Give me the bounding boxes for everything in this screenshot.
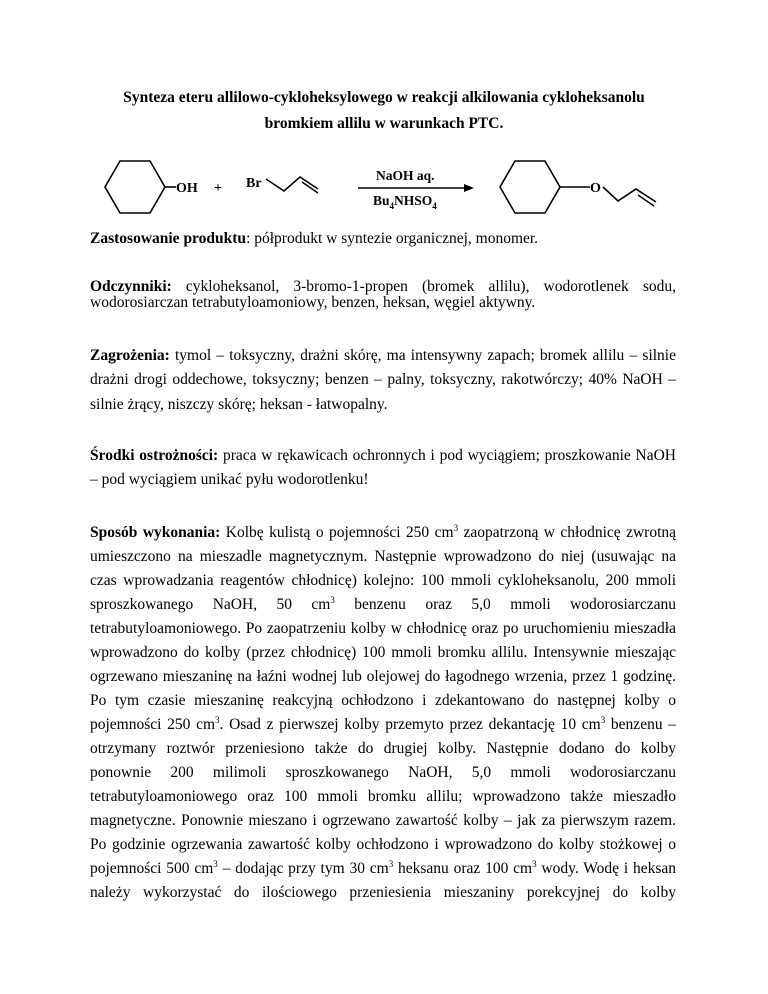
application-line <box>90 229 676 249</box>
precautions-line-1 <box>90 446 676 466</box>
reagents-line-2: wodorosiarczan tetrabutyloamoniowy, benzen, heksan, węgiel aktywny. <box>90 294 536 311</box>
procedure-line-15: pojemności 500 $cm^3$ – dodając przy tym 30 $cm^3$ heksanu oraz 100 $cm^3$ wody. Wodę i heksan <box>90 859 676 877</box>
hazards-line-1 <box>90 346 676 366</box>
procedure-line-1: Sposób wykonania: Kolbę kulistą o pojemności 250 $cm^3$ zaopatrzoną w chłodnicę zwrotną <box>90 523 677 541</box>
application-label: Zastosowanie produktu <box>90 230 247 247</box>
bromine-label: Br <box>246 176 262 191</box>
allyl-chain-product <box>603 187 656 202</box>
procedure-line-16: należy wykorzystać do ilościowego przeniesienia mieszaniny porekcyjnej do kolby <box>90 884 676 901</box>
precautions-text-1: praca w rękawicach ochronnych i pod wyciągiem; proszkowanie NaOH <box>218 447 676 464</box>
cyclohexane-ring-reactant <box>105 161 165 213</box>
procedure-line-9: pojemności 250 $cm^3$. Osad z pierwszej kolby przemyto przez dekantację 10 $cm^3$ benzenu – <box>90 715 677 733</box>
procedure-line-12: tetrabutyloamoniowego oraz 100 mmoli bromku allilu; wprowadzono także mieszadło <box>90 788 676 805</box>
reagents-label: Odczynniki: <box>90 278 172 295</box>
allyl-double-bond-product <box>638 195 654 206</box>
reaction-scheme <box>90 155 690 225</box>
procedure-line-11: ponownie 200 milimoli sproszkowanego NaOH, 5,0 mmoli wodorosiarczanu <box>90 764 676 781</box>
procedure-line-5: tetrabutyloamoniowego. Po zaopatrzeniu kolby w chłodnicę oraz po uruchomieniu mieszadła <box>90 620 676 637</box>
hazards-line-2: drażni drogi oddechowe, toksyczny; benzen – palny, toksyczny, rakotwórczy; 40% NaOH – <box>90 371 676 388</box>
hazards-label: Zagrożenia: <box>90 347 170 364</box>
procedure-line-3: czas wprowadzania reagentów chłodnicę) kolejno: 100 mmoli cykloheksanolu, 200 mmoli <box>90 572 676 589</box>
application-text: : półprodukt w syntezie organicznej, monomer. <box>246 230 539 247</box>
reagent-catalyst: $Bu_4NHSO_4$ <box>373 193 437 211</box>
hazards-text-1: tymol – toksyczny, drażni skórę, ma intensywny zapach; bromek allilu – silnie <box>169 347 676 364</box>
document-title-line-2: bromkiem allilu w warunkach PTC. <box>264 115 504 132</box>
allyl-chain-reactant <box>266 177 318 191</box>
precautions-line-2: – pod wyciągiem unikać pyłu wodorotlenku! <box>90 471 369 488</box>
procedure-line-4: sproszkowanego NaOH, 50 $cm^3$ benzenu oraz 5,0 mmoli wodorosiarczanu <box>90 595 676 613</box>
procedure-line-8: Po tym czasie mieszaninę reakcyjną ochłodzono i zdekantowano do następnej kolby o <box>90 692 676 709</box>
ether-oxygen-label: O <box>590 181 601 196</box>
precautions-label: Środki ostrożności: <box>90 447 219 464</box>
reaction-arrow-head <box>464 184 474 192</box>
procedure-line-2: umieszczono na mieszadle magnetycznym. Następnie wprowadzono do niej (usuwając na <box>90 548 676 565</box>
procedure-line-13: magnetyczne. Ponownie mieszano i ogrzewano zawartość kolby – jak za pierwszym razem. <box>90 812 676 829</box>
cyclohexane-ring-product <box>500 161 560 213</box>
document-title-line-1: Synteza eteru allilowo-cykloheksylowego w reakcji alkilowania cykloheksanolu <box>123 89 645 106</box>
procedure-line-7: ogrzewano mieszaninę na łaźni wodnej lub olejowej do łagodnego wrzenia, przez 1 godzinę. <box>90 668 676 685</box>
hydroxyl-label: OH <box>176 181 198 196</box>
plus-sign: + <box>214 181 222 196</box>
procedure-label: Sposób wykonania: <box>90 524 221 541</box>
hazards-line-3: silnie żrący, niszczy skórę; heksan - łatwopalny. <box>90 396 388 413</box>
reagents-text-1: cykloheksanol, 3-bromo-1-propen (bromek allilu), wodorotlenek sodu, <box>171 278 676 295</box>
reagent-naoh: NaOH aq. <box>376 168 435 183</box>
procedure-line-14: Po godzinie ogrzewania zawartość kolby ochłodzono i wprowadzono do kolby stożkowej o <box>90 836 676 853</box>
procedure-line-10: otrzymany roztwór przeniesiono także do drugiej kolby. Następnie dodano do kolby <box>90 740 676 757</box>
procedure-line-6: wprowadzono do kolby (przez chłodnicę) 100 mmoli bromku allilu. Intensywnie mieszając <box>90 644 676 661</box>
